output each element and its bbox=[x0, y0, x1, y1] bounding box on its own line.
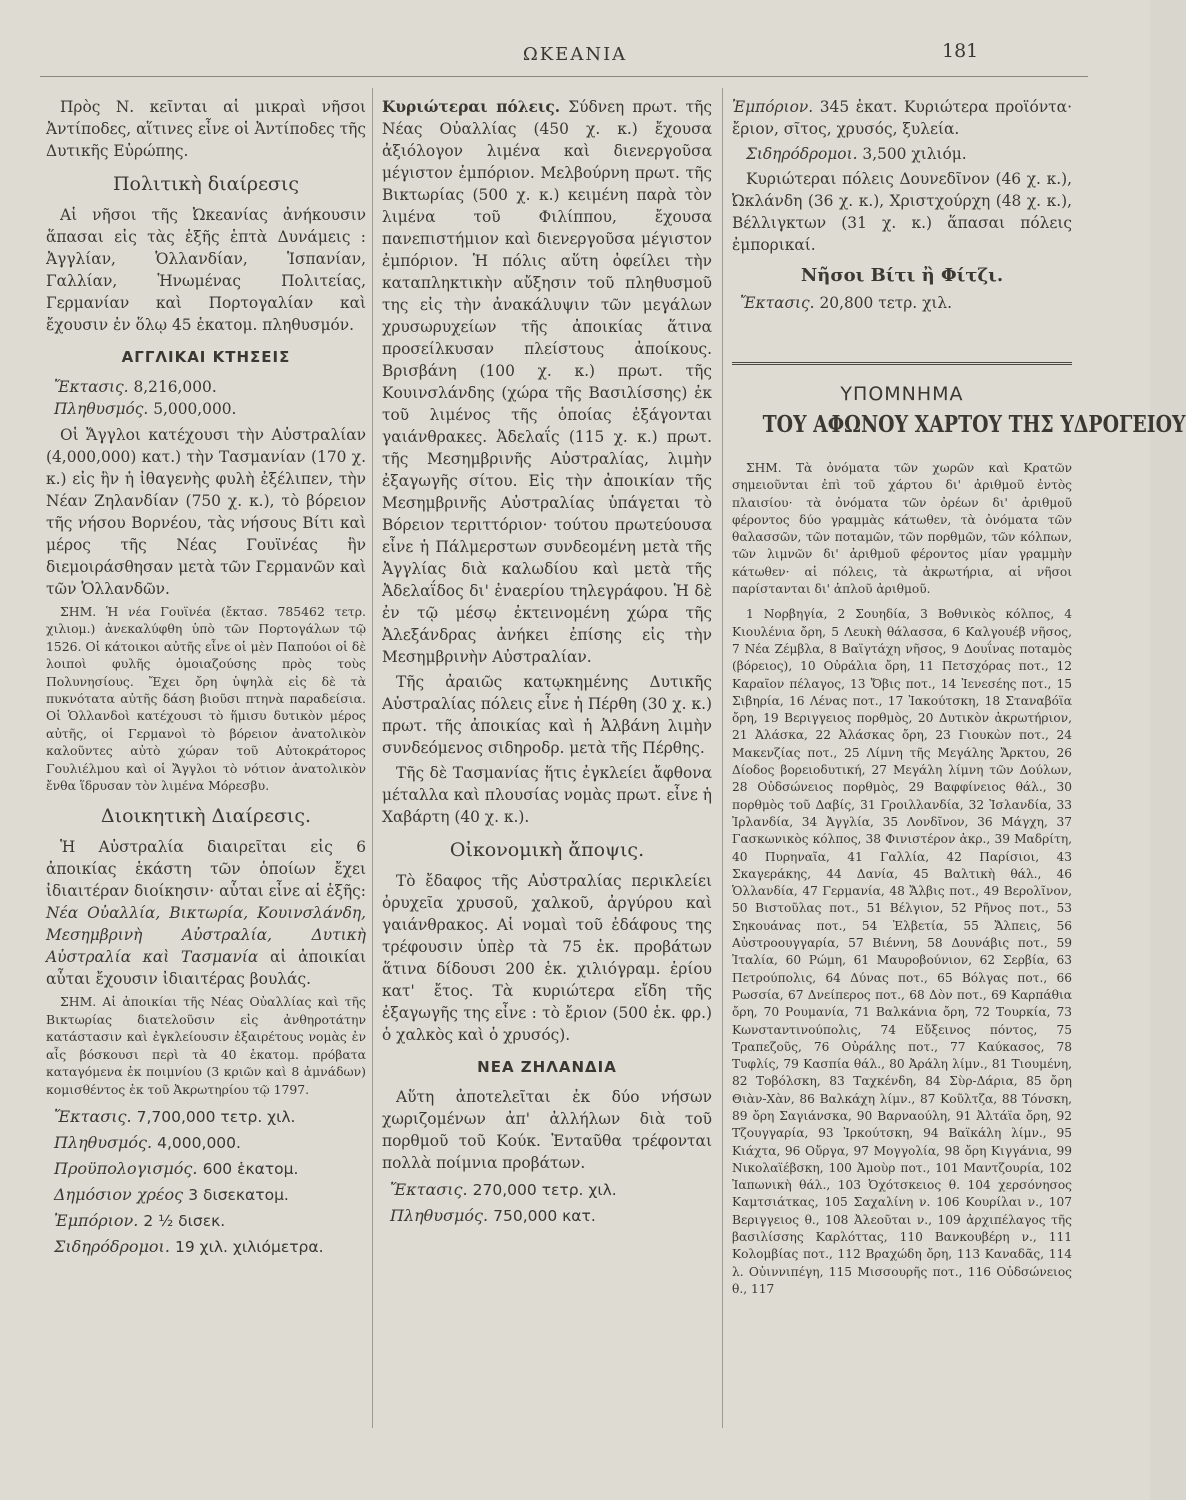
australia-stats bbox=[46, 1104, 366, 1260]
column-middle bbox=[382, 96, 712, 1416]
stat-row bbox=[46, 1182, 366, 1208]
tasmania-paragraph: Τῆς δὲ Τασμανίας ἥτις ἐγκλείει ἄφθονα μέταλλα καὶ πλουσίας νομὰς πρωτ. εἶνε ἡ Χαβάρτη (40 χ. κ.). bbox=[382, 764, 712, 826]
political-heading: Πολιτικὴ διαίρεσις bbox=[112, 173, 299, 195]
colonies-note: ΣΗΜ. Αἱ ἀποικίαι τῆς Νέας Οὐαλλίας καὶ τῆς Βικτωρίας διατελοῦσιν εἰς ἀνθηροτάτην κατάστασιν καὶ ἐγκλείουσιν ἐξαιρέτους νομὰς ἐν αἷς βόσκουσι περὶ τὰ 40 ἑκατομ. πρόβατα καταγόμενα ἐκ ποιμνίου (3 κριῶν καὶ 8 ἀμνάδων) κομισθέντος ἐκ τοῦ Ἀκρωτηρίου τῷ 1797. bbox=[46, 994, 366, 1097]
admin-list: Νέα Οὐαλλία, Βικτωρία, Κουινσλάνδη, Μεσημβρινὴ Αὐστραλία, Δυτικὴ Αὐστραλία καὶ Τασμανία bbox=[46, 904, 366, 967]
stat-value: 2 ½ δισεκ. bbox=[143, 1211, 226, 1230]
new-zealand-paragraph: Αὕτη ἀποτελεῖται ἐκ δύο νήσων χωριζομένων ἀπ' ἀλλήλων διὰ τοῦ πορθμοῦ τοῦ Κούκ. Ἐνταῦθα τρέφονται πολλὰ ποίμνια προβάτων. bbox=[382, 1088, 712, 1172]
fiji-area-value: 20,800 τετρ. χιλ. bbox=[819, 294, 953, 312]
stat-row bbox=[46, 1130, 366, 1156]
area-value: 8,216,000. bbox=[133, 378, 217, 396]
stat-label: Πληθυσμός. bbox=[54, 1132, 153, 1152]
stat-row bbox=[46, 1156, 366, 1182]
stat-value: 7,700,000 τετρ. χιλ. bbox=[136, 1107, 296, 1126]
stat-label: Σιδηρόδρομοι. bbox=[54, 1236, 170, 1256]
legend-list: 1 Νορβηγία, 2 Σουηδία, 3 Βοθνικὸς κόλπος, 4 Κιουλένια ὄρη, 5 Λευκὴ θάλασσα, 6 Καλγουέβ νῆσος, 7 Νέα Ζέμβλα, 8 Βαϊγτάχη νῆσος, 9 Δουΐνας ποταμὸς (βόρειος), 10 Οὐράλια ὄρη, 11 Πετσχόρας ποτ., 12 Καραῖον πέλαγος, 13 Ὄβις ποτ., 14 Ἰενεσέης ποτ., 15 Σιβηρία, 16 Λένας ποτ., 17 Ἰακούτσκη, 18 Σταναβόϊα ὄρη, 19 Βεριγγειος πορθμὸς, 20 Δυτικὸν ἀκρωτήριον, 21 Ἀλάσκα, 22 Ἀλάσκας ὄρη, 23 Γιουκὼν ποτ., 24 Μακενζίας ποτ., 25 Λίμνη τῆς Μεγάλης Ἄρκτου, 26 Δίοδος βορειοδυτική, 27 Μεγάλη λίμνη τῶν Δούλων, 28 Οὐδσώνειος πορθμὸς, 29 Βαφφίνειος θάλ., 30 πορθμὸς τοῦ Δαβίς, 31 Γροιλλανδία, 32 Ἰσλανδία, 33 Ἰρλανδία, 34 Ἀγγλία, 35 Λονδῖνον, 36 Μάγχη, 37 Γασκωνικὸς κόλπος, 38 Φινιστέρον ἀκρ., 39 Μαδρίτη, 40 Πυρηναῖα, 41 Γαλλία, 42 Παρίσιοι, 43 Σκαγεράκης, 44 Δανία, 45 Βαλτικὴ θάλ., 46 Ὁλλανδία, 47 Γερμανία, 48 Ἄλβις ποτ., 49 Βερολῖνον, 50 Βιστοῦλας ποτ., 51 Βέλγιον, 52 Ρῆνος ποτ., 53 Σηκουάνας ποτ., 54 Ἑλβετία, 55 Ἄλπεις, 56 Αὐστροουγγαρία, 57 Βιέννη, 58 Δουνάβις ποτ., 59 Ἰταλία, 60 Ρώμη, 61 Μαυροβούνιον, 62 Σερβία, 63 Πετρούπολις, 64 Δύνας ποτ., 65 Βόλγας ποτ., 66 Ρωσσία, 67 Δνείπερος ποτ., 68 Δὸν ποτ., 69 Καρπάθια ὄρη, 70 Ρουμανία, 71 Βαλκάνια ὄρη, 72 Τουρκία, 73 Κωνσταντινούπολις, 74 Εὔξεινος πόντος, 75 Τραπεζοῦς, 76 Οὐράλης ποτ., 77 Καύκασος, 78 Τυφλίς, 79 Κασπία θάλ., 80 Ἀράλη λίμν., 81 Τιουμένη, 82 Τοβόλσκη, 83 Ταχκένδη, 84 Σὺρ-Δάρια, 85 ὄρη Θιὰν-Χὰν, 86 Βαλκάχη λίμν., 87 Κοῦλτζα, 88 Τόνσκη, 89 ὄρη Σαγιάνσκα, 90 Βαρναούλη, 91 Ἀλτάϊα ὄρη, 92 Τζουγγαρία, 93 Ἰρκούτσκη, 94 Βαϊκάλη λίμν., 95 Κιάχτα, 96 Οὔργα, 97 Μογγολία, 98 ὄρη Κιγγάνια, 99 Νικολαϊέβσκη, 100 Ἀμοὺρ ποτ., 101 Μαντζουρία, 102 Ἰαπωνικὴ θάλ., 103 Ὀχότσκειος θ. 104 χερσόνησος Καμτσιάτκας, 105 Σαχαλίνη ν. 106 Κουρίλαι ν., 107 Βεριγγειος θ., 108 Ἀλεοῦται ν., 109 ἀρχιπέλαγος τῆς βασιλίσσης Καρλόττας, 110 Βανκουβέρη ν., 111 Κολομβίας ποτ., 112 Βραχώδη ὄρη, 113 Καναδᾶς, 114 λ. Οὐιννιπέγη, 115 Μισσουρῆς ποτ., 116 Οὐδσώνειος θ., 117 bbox=[732, 607, 1072, 1296]
fiji-area-line bbox=[732, 292, 1072, 314]
cities-lead: Κυριώτεραι πόλεις. bbox=[382, 98, 561, 116]
header-rule bbox=[40, 76, 1088, 77]
fiji-area-label: Ἔκτασις. bbox=[740, 294, 815, 312]
nz-population-line bbox=[382, 1203, 712, 1229]
west-australia-paragraph: Τῆς ἀραιῶς κατῳκημένης Δυτικῆς Αὐστραλίας πόλεις εἶνε ἡ Πέρθη (30 χ. κ.) πρωτ. τῆς ἀποικίας καὶ ἡ Ἀλβάνη λιμὴν συνδεόμενος σιδηροδρ. μετὰ τῆς Πέρθης. bbox=[382, 673, 712, 757]
column-left bbox=[46, 96, 366, 1416]
column-divider-right bbox=[722, 88, 723, 1428]
nz-cities-paragraph: Κυριώτεραι πόλεις Δουνεδῖνον (46 χ. κ.), Ὠκλάνδη (36 χ. κ.), Χριστχούρχη (48 χ. κ.), Βέλλιγκτων (31 χ. κ.) ἅπασαι πόλεις ἐμπορικαί. bbox=[732, 170, 1072, 254]
population-value: 5,000,000. bbox=[153, 400, 237, 418]
trade-text: Κυριώτερα προϊόντα· ἔριον, σῖτος, χρυσός, ξυλεία. bbox=[732, 98, 1072, 138]
nz-rail-line bbox=[732, 143, 1072, 165]
column-right bbox=[732, 96, 1186, 1416]
stat-row bbox=[46, 1104, 366, 1130]
admin-tail: αἱ ἀποικίαι αὗται ἔχουσιν ἰδιαιτέρας βουλάς. bbox=[46, 948, 366, 989]
admin-text: Ἡ Αὐστραλία διαιρεῖται εἰς 6 ἀποικίας ἑκάστη τῶν ὁποίων ἔχει ἰδιαιτέραν διοίκησιν· αὗται εἶνε αἱ ἑξῆς: bbox=[46, 838, 366, 901]
english-possessions-heading: ΑΓΓΛΙΚΑΙ ΚΤΗΣΕΙΣ bbox=[121, 348, 291, 366]
new-guinea-note: ΣΗΜ. Ἡ νέα Γουϊνέα (ἔκτασ. 785462 τετρ. χιλιομ.) ἀνεκαλύφθη ὑπὸ τῶν Πορτογάλων τῷ 1526. Οἱ κάτοικοι αὐτῆς εἶνε οἱ μὲν Παπούοι οἱ δὲ λοιποὶ φυλῆς ὁμοιαζούσης πρὸς τοὺς Πολυνησίους. Ἔχει ὄρη ὑψηλὰ εἰς δὲ τὰ πυκνότατα αὐτῆς δάση βιοῦσι πτηνὰ παραδείσια. Οἱ Ὁλλανδοὶ κατέχουσι τὸ ἥμισυ δυτικὸν μέρος αὐτῆς, οἱ Γερμανοὶ τὸ βόρειον ἀνατολικὸν καλοῦντες αὐτὸ χώραν τοῦ Αὐτοκράτορος Γουλιέλμου καὶ οἱ Ἄγγλοι τὸ νότιον ἀνατολικὸν ἔνθα ἵδρυσαν τὸν λιμένα Μόρεσβυ. bbox=[46, 604, 366, 794]
nz-population-value: 750,000 κατ. bbox=[493, 1207, 596, 1225]
trade-value: 345 ἑκατ. bbox=[819, 98, 898, 116]
political-paragraph: Αἱ νῆσοι τῆς Ὠκεανίας ἀνήκουσιν ἅπασαι εἰς τὰς ἑξῆς ἑπτὰ Δυνάμεις : Ἀγγλίαν, Ὁλλανδίαν, Ἱσπανίαν, Γαλλίαν, Ἡνωμένας Πολιτείας, Γερμανίαν καὶ Πορτογαλίαν καὶ ἔχουσιν ἐν ὅλῳ 45 ἑκατομ. πληθυσμόν. bbox=[46, 206, 366, 334]
intro-paragraph: Πρὸς Ν. κεῖνται αἱ μικραὶ νῆσοι Ἀντίποδες, αἵτινες εἶνε οἱ Ἀντίποδες τῆς Δυτικῆς Εὐρώπης. bbox=[46, 98, 366, 160]
stat-label: Προϋπολογισμός. bbox=[54, 1158, 198, 1178]
stat-row bbox=[46, 1234, 366, 1260]
fiji-heading: Νῆσοι Βίτι ἢ Φίτζι. bbox=[800, 265, 1004, 286]
stat-label: Ἐμπόριον. bbox=[54, 1210, 139, 1230]
nz-area-value: 270,000 τετρ. χιλ. bbox=[472, 1181, 617, 1199]
stat-value: 19 χιλ. χιλιόμετρα. bbox=[175, 1237, 324, 1256]
map-legend-title: ΥΠΟΜΝΗΜΑ bbox=[840, 383, 964, 405]
stat-row bbox=[46, 1208, 366, 1234]
stat-value: 600 ἑκατομ. bbox=[202, 1159, 299, 1178]
stat-label: Ἔκτασις. bbox=[54, 1106, 132, 1126]
map-legend-subtitle: ΤΟΥ ΑΦΩΝΟΥ ΧΑΡΤΟΥ ΤΗΣ ΥΔΡΟΓΕΙΟΥ bbox=[762, 411, 1186, 438]
section-double-rule bbox=[732, 362, 1072, 365]
nz-population-label: Πληθυσμός. bbox=[390, 1206, 489, 1225]
trade-label: Ἐμπόριον. bbox=[732, 98, 814, 116]
cities-paragraph bbox=[382, 96, 712, 668]
rail-value: 3,500 χιλιόμ. bbox=[862, 145, 967, 163]
english-paragraph: Οἱ Ἄγγλοι κατέχουσι τὴν Αὐστραλίαν (4,000,000) κατ.) τὴν Τασμανίαν (170 χ. κ.) εἰς ἣν ἡ ἰθαγενὴς φυλὴ ἐξέλιπεν, τὴν Νέαν Ζηλανδίαν (750 χ. κ.), τὸ βόρειον τῆς νήσου Βορνέου, τὰς νήσους Βίτι καὶ μέρος τῆς Νέας Γουϊνέας ἣν διεμοιράσθησαν μετὰ τῶν Γερμανῶν καὶ τῶν Ὁλλανδῶν. bbox=[46, 426, 366, 598]
nz-area-line bbox=[382, 1177, 712, 1203]
area-label: Ἔκτασις. bbox=[54, 378, 129, 396]
admin-paragraph bbox=[46, 836, 366, 990]
legend-intro: ΣΗΜ. Τὰ ὀνόματα τῶν χωρῶν καὶ Κρατῶν σημειοῦνται ἐπὶ τοῦ χάρτου δι' ἀριθμοῦ ἐντὸς πλαισίου· τὰ ὀνόματα τῶν ὀρέων δι' ἀριθμοῦ φέροντος δύο γραμμὰς κάτωθεν, τὰ ὀνόματα τῶν θαλασσῶν, τῶν ποταμῶν, τῶν πορθμῶν, τῶν κόλπων, τῶν λιμνῶν δι' ἀριθμοῦ φέροντος μίαν γραμμὴν κάτωθεν· αἱ πόλεις, τὰ ἀκρωτήρια, αἱ νῆσοι παρίστανται δι' ἁπλοῦ ἀριθμοῦ. bbox=[732, 461, 1072, 597]
economic-heading: Οἰκονομικὴ ἄποψις. bbox=[449, 839, 645, 861]
stat-value: 4,000,000. bbox=[157, 1133, 241, 1152]
population-label: Πληθυσμός. bbox=[54, 400, 149, 418]
cities-text: Σύδνεη πρωτ. τῆς Νέας Οὐαλλίας (450 χ. κ.) ἔχουσα ἀξιόλογον λιμένα καὶ διενεργοῦσα μέγιστον ἐμπόριον. Μελβούρνη πρωτ. τῆς Βικτωρίας (500 χ. κ.) κειμένη παρὰ τὸν λιμένα τοῦ Φιλίππου, ἔχουσα πανεπιστήμιον καὶ διενεργοῦσα μέγιστον ἐμπόριον. Ἡ πόλις αὕτη ὀφείλει τὴν καταπληκτικὴν αὔξησιν τοῦ πληθυσμοῦ της εἰς τὴν ἀνακάλυψιν τῶν μεγάλων χρυσωρυχείων τῆς ἀποικίας ἅτινα προσείλκυσαν πλείστους ἀποίκους. Βρισβάνη (100 χ. κ.) πρωτ. τῆς Κουινσλάνδης (χώρα τῆς Βασιλίσσης) ἐκ τοῦ λιμένος τῆς ὁποίας ἐξάγονται γαιάνθρακες. Ἀδελαΐς (115 χ. κ.) πρωτ. τῆς Μεσημβρινῆς Αὐστραλίας, λιμὴν ἐξαγωγῆς σίτου. Εἰς τὴν ἀποικίαν τῆς Μεσημβρινῆς Αὐστραλίας ὑπάγεται τὸ Βόρειον τεριττόριον· τούτου πρωτεύουσα εἶνε ἡ Πάλμερστων συνδεομένη μετὰ τῆς Ἀγγλίας διὰ καλωδίου καὶ μετὰ τῆς Ἀδελαΐδος δι' ἐναερίου τηλεγράφου. Ἡ δὲ ἐν τῷ μέσῳ ἐκτεινομένη χώρα τῆς Ἀλεξάνδρας ἀνήκει ἐπίσης εἰς τὴν Μεσημβρινὴν Αὐστραλίαν. bbox=[382, 98, 712, 666]
rail-label: Σιδηρόδρομοι. bbox=[746, 145, 858, 163]
population-line bbox=[46, 398, 366, 420]
admin-heading: Διοικητικὴ Διαίρεσις. bbox=[100, 805, 312, 828]
economic-paragraph: Τὸ ἔδαφος τῆς Αὐστραλίας περικλείει ὀρυχεῖα χρυσοῦ, χαλκοῦ, ἀργύρου καὶ γαιάνθρακος. Αἱ νομαὶ τοῦ ἐδάφους της τρέφουσιν ὑπὲρ τὰ 75 ἑκ. προβάτων ἅτινα δίδουσι 200 ἑκ. χιλιόγραμ. ἐρίου κατ' ἔτος. Τὰ κυριώτερα εἴδη τῆς ἐξαγωγῆς της εἶνε : τὸ ἔριον (500 ἑκ. φρ.) ὁ χαλκὸς καὶ ὁ χρυσός). bbox=[382, 872, 712, 1044]
area-line bbox=[46, 376, 366, 398]
stat-label: Δημόσιον χρέος bbox=[54, 1184, 184, 1204]
column-divider-left bbox=[372, 88, 373, 1428]
new-zealand-heading: ΝΕΑ ΖΗΛΑΝΔΙΑ bbox=[477, 1058, 617, 1076]
nz-trade-paragraph bbox=[732, 96, 1072, 140]
stat-value: 3 δισεκατομ. bbox=[188, 1185, 289, 1204]
page-number: 181 bbox=[942, 40, 979, 62]
nz-area-label: Ἔκτασις. bbox=[390, 1180, 468, 1199]
running-title: ΩΚΕΑΝΙΑ bbox=[522, 44, 628, 65]
